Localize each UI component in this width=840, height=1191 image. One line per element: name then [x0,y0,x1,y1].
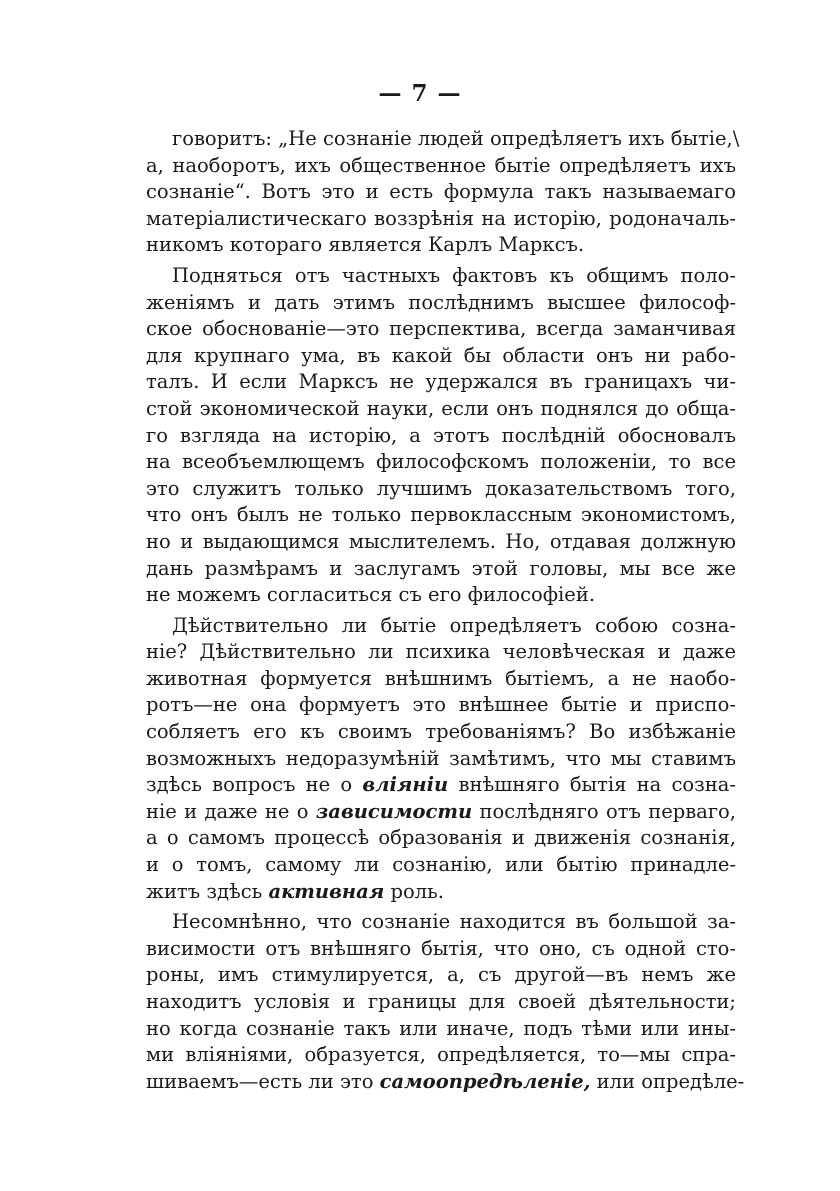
text-line: говоритъ: „Не сознаніе людей опредѣляетъ ихъ бытіе,\ [172,127,740,150]
paragraph [146,126,740,259]
text-line: женіямъ и дать этимъ послѣднимъ высшее философ- [146,290,736,314]
paragraph [146,613,736,906]
italic-emphasis: самоопредѣленіе, [379,1069,591,1093]
page-number: — 7 — [378,80,462,107]
text-line: возможныхъ недоразумѣній замѣтимъ, что мы ставимъ [146,746,736,770]
text-line: а о самомъ процессѣ образованія и движенія сознанія, [146,826,736,850]
text-line: матеріалистическаго воззрѣнія на исторію, родоначаль- [146,206,736,230]
text-line: ское обоснованіе—это перспектива, всегда заманчивая [146,317,736,341]
text-line: собляетъ его къ своимъ требованіямъ? Во избѣжаніе [146,720,736,744]
text-line: животная формуется внѣшнимъ бытіемъ, а не наобо- [146,666,736,690]
text-line: Подняться отъ частныхъ фактовъ къ общимъ поло- [172,263,736,287]
body-text [146,126,745,1095]
text-line: талъ. И если Марксъ не удержался въ границахъ чи- [146,370,736,394]
paragraph [146,909,745,1095]
text-line: житъ здѣсь активная роль. [146,879,444,903]
italic-emphasis: активная [268,879,385,903]
text-line: шиваемъ—есть ли это самоопредѣленіе, или опредѣле- [146,1069,745,1093]
italic-emphasis: зависимости [315,799,473,823]
text-line: для крупнаго ума, въ какой бы области онъ ни рабо- [146,343,736,367]
text-line: Дѣйствительно ли бытіе опредѣляетъ собою созна- [172,613,736,637]
text-line: Несомнѣнно, что сознаніе находится въ большой за- [172,910,736,934]
italic-emphasis: влiянiи [362,773,449,797]
text-line: ротъ—не она формуетъ это внѣшнее бытіе и приспо- [146,693,736,717]
text-line: не можемъ согласиться съ его философіей. [146,583,596,607]
text-line: никомъ котораго является Карлъ Марксъ. [146,233,585,257]
text-line: ніе? Дѣйствительно ли психика человѣческая и даже [146,640,736,664]
text-line: стой экономической науки, если онъ поднялся до обща- [146,396,736,420]
text-line: сознаніе“. Вотъ это и есть формула такъ называемаго [146,180,736,204]
text-line: роны, имъ стимулируется, а, съ другой—въ немъ же [146,963,736,987]
text-line: ми вліяніями, образуется, опредѣляется, то—мы спра- [146,1043,736,1067]
text-line: дань размѣрамъ и заслугамъ этой головы, мы все же [146,556,736,580]
text-line: находитъ условія и границы для своей дѣятельности; [146,990,736,1013]
text-line: и о томъ, самому ли сознанію, или бытію принадле- [146,853,736,877]
text-line: что онъ былъ не только первоклассным экономистомъ, [146,503,736,527]
text-line: го взгляда на исторію, а этотъ послѣдній обосновалъ [146,423,736,447]
text-line: висимости отъ внѣшняго бытія, что оно, съ одной сто- [146,936,736,960]
text-line: здѣсь вопросъ не о влiянiи внѣшняго бытія на созна- [146,773,736,797]
text-line: на всеобъемлющемъ философскомъ положеніи, то все [146,450,736,474]
text-line: но и выдающимся мыслителемъ. Но, отдавая должную [146,529,736,553]
paragraph [146,263,736,609]
text-line: это служитъ только лучшимъ доказательствомъ того, [146,476,736,500]
text-line: ніе и даже не о зависимости послѣдняго отъ перваго, [146,799,736,823]
text-line: но когда сознаніе такъ или иначе, подъ тѣми или ины- [146,1016,736,1040]
text-line: а, наоборотъ, ихъ общественное бытіе опредѣляетъ ихъ [146,153,736,177]
